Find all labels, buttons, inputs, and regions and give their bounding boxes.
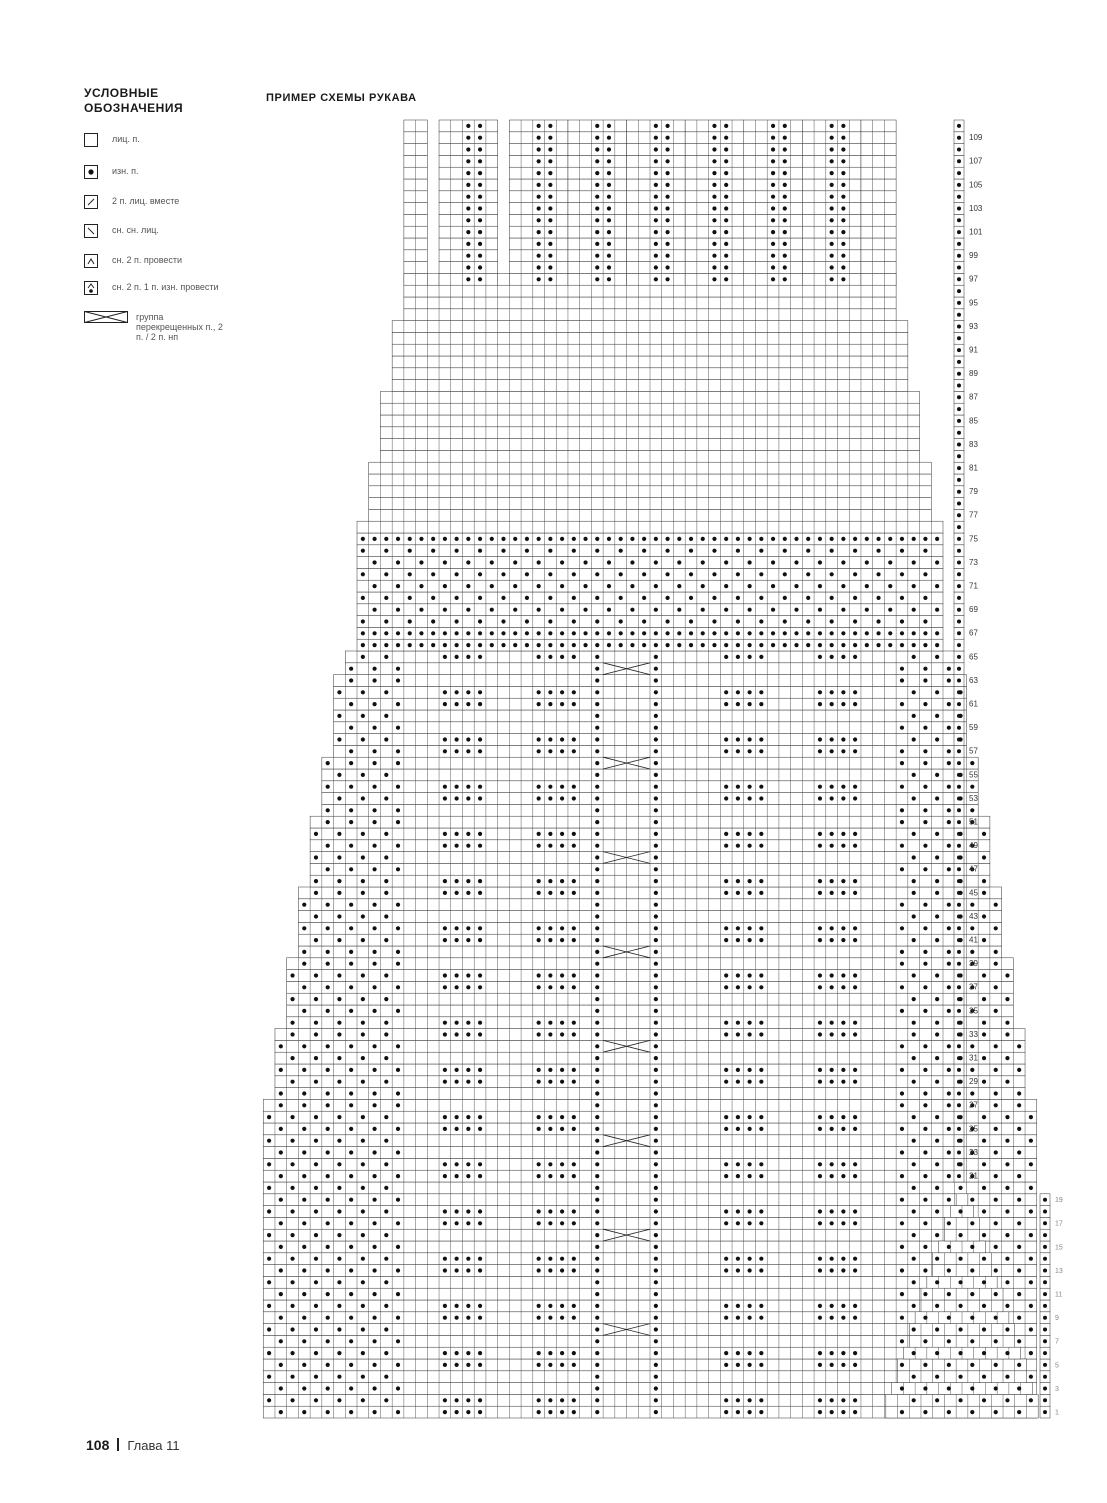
- legend-label: изн. п.: [112, 166, 139, 176]
- legend-label: лиц. п.: [112, 134, 140, 144]
- chart-title: ПРИМЕР СХЕМЫ РУКАВА: [266, 92, 417, 104]
- legend-title: УСЛОВНЫЕ ОБОЗНАЧЕНИЯ: [84, 86, 184, 115]
- legend-label: сн. сн. лиц.: [112, 225, 159, 235]
- legend-label: сн. 2 п. 1 п. изн. провести: [112, 282, 219, 292]
- legend-label: группа перекрещенных п., 2 п. / 2 п. нп: [136, 312, 223, 342]
- legend-label: 2 п. лиц. вместе: [112, 196, 180, 206]
- legend-label: сн. 2 п. провести: [112, 255, 183, 265]
